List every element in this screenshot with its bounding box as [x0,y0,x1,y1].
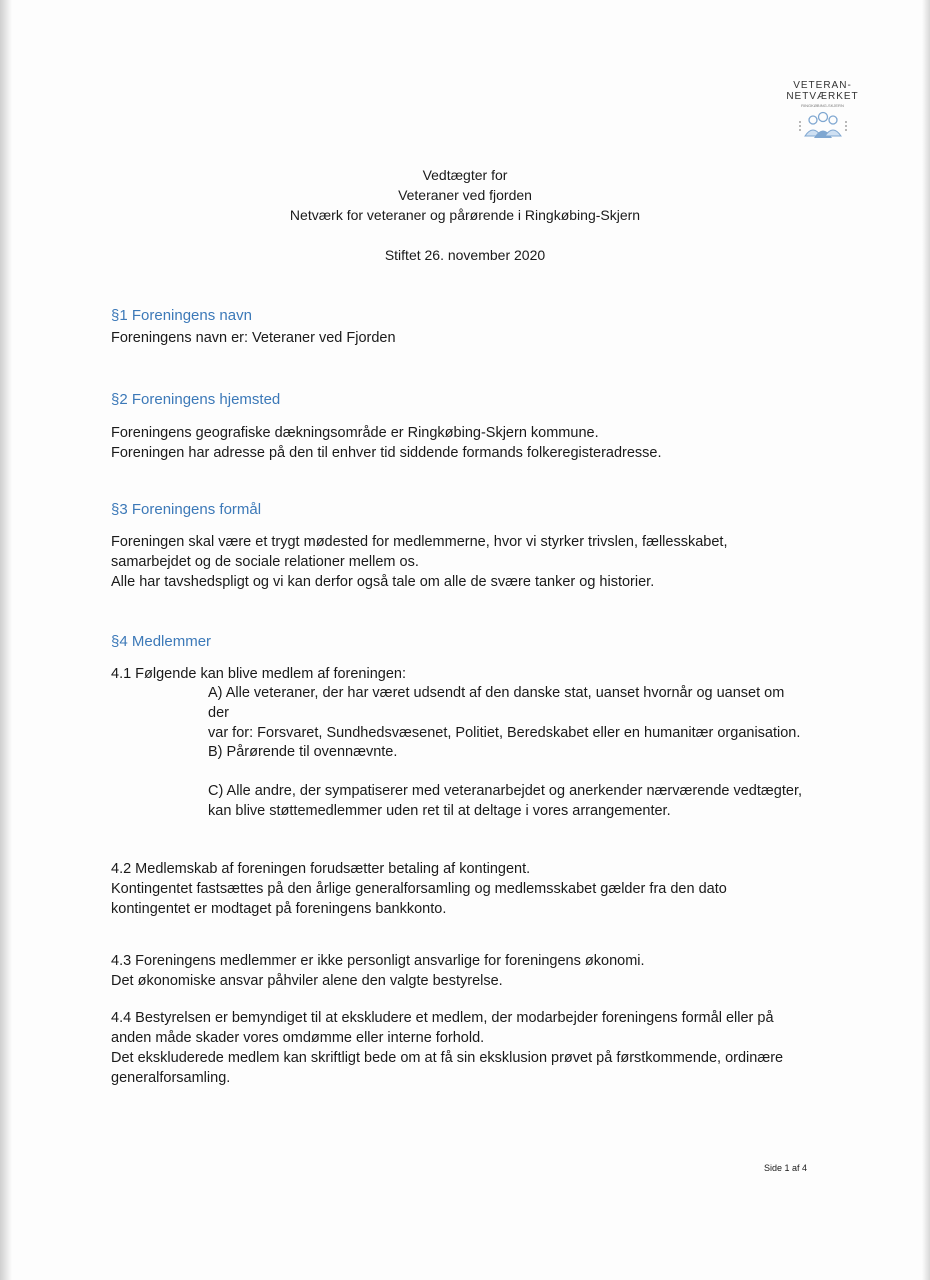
people-group-icon [793,110,853,144]
section-3-heading: §3 Foreningens formål [111,501,262,518]
section-4-3-line-1: 4.3 Foreningens medlemmer er ikke personligt ansvarlige for foreningens økonomi. [111,953,645,969]
member-option-b: B) Pårørende til ovennævnte. [208,744,398,760]
section-2-line-2: Foreningen har adresse på den til enhver tid siddende formands folkeregisteradresse. [111,445,662,461]
section-4-2-line-1: 4.2 Medlemskab af foreningen forudsætter betaling af kontingent. [111,861,531,877]
section-4-2-line-2: Kontingentet fastsættes på den årlige generalforsamling og medlemsskabet gælder fra den dato [111,881,727,897]
section-4-heading: §4 Medlemmer [111,633,212,650]
section-3-line-1: Foreningen skal være et trygt mødested for medlemmerne, hvor vi styrker trivslen, fællesskabet, [111,534,728,550]
member-option-a-line-1: A) Alle veteraner, der har været udsendt af den danske stat, uanset hvornår og uanset om der [208,685,785,721]
member-option-a [208,683,808,743]
logo-name: VETERAN-NETVÆRKET [786,80,859,102]
section-3-line-2: samarbejdet og de sociale relationer mellem os. [111,554,419,570]
founded-date: Stiftet 26. november 2020 [384,247,546,263]
section-1-text: Foreningens navn er: Veteraner ved Fjorden [111,330,396,346]
section-4-4 [111,1008,811,1088]
document-title [0,165,930,265]
section-4-2 [111,859,811,919]
section-4-4-line-3: Det ekskluderede medlem kan skriftligt bede om at få sin eksklusion prøvet på førstkommende, ordinære [111,1050,784,1066]
section-4-2-line-3: kontingentet er modtaget på foreningens bankkonto. [111,901,447,917]
title-line-2: Veteraner ved fjorden [398,187,532,203]
logo [770,80,875,144]
logo-subtitle: RINGKØBING-SKJERN [801,103,844,108]
member-option-a-line-2: var for: Forsvaret, Sundhedsvæsenet, Politiet, Beredskabet eller en humanitær organisation. [208,725,801,741]
section-4-4-line-1: 4.4 Bestyrelsen er bemyndiget til at ekskludere et medlem, der modarbejder foreningens formål eller på [111,1010,774,1026]
section-4-3 [111,951,811,991]
section-3-text [111,532,811,592]
section-4-4-line-2: anden måde skader vores omdømme eller interne forhold. [111,1030,485,1046]
title-line-1: Vedtægter for [422,167,508,183]
section-4-1-intro: 4.1 Følgende kan blive medlem af foreningen: [111,666,407,682]
section-2-line-1: Foreningens geografiske dækningsområde er Ringkøbing-Skjern kommune. [111,425,599,441]
page-number: Side 1 af 4 [764,1163,808,1173]
section-4-4-line-4: generalforsamling. [111,1070,231,1086]
section-3-line-3: Alle har tavshedspligt og vi kan derfor også tale om alle de svære tanker og historier. [111,574,655,590]
section-2-heading: §2 Foreningens hjemsted [111,391,281,408]
section-2-text [111,423,811,463]
section-1-heading: §1 Foreningens navn [111,307,252,324]
member-option-c-line-1: C) Alle andre, der sympatiserer med veteranarbejdet og anerkender nærværende vedtægter, [208,783,803,799]
section-4-3-line-2: Det økonomiske ansvar påhviler alene den valgte bestyrelse. [111,973,503,989]
title-line-3: Netværk for veteraner og pårørende i Ringkøbing-Skjern [289,207,641,223]
member-option-c-line-2: kan blive støttemedlemmer uden ret til at deltage i vores arrangementer. [208,803,671,819]
member-option-c [208,781,808,821]
